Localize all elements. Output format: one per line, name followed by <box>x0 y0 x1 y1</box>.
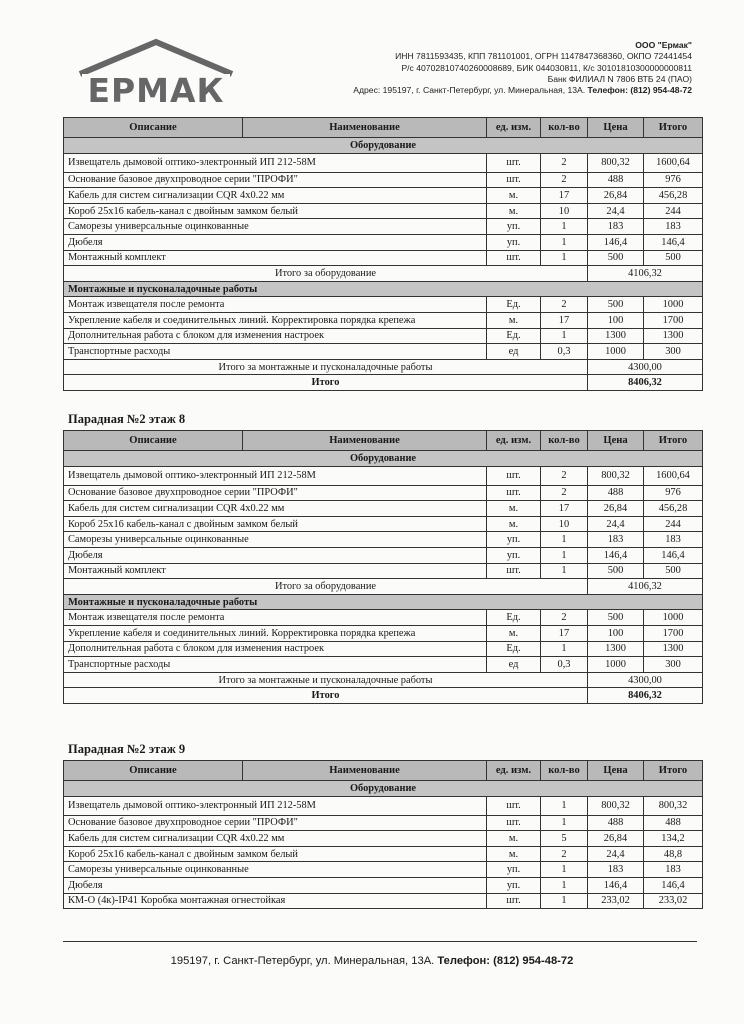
item-price: 800,32 <box>588 153 644 172</box>
table-row <box>64 501 703 517</box>
item-unit: м. <box>487 203 541 219</box>
group-header: Оборудование <box>64 781 703 797</box>
item-price: 146,4 <box>588 877 644 893</box>
item-total: 1700 <box>644 625 703 641</box>
item-price: 100 <box>588 625 644 641</box>
subtotal-value: 4300,00 <box>588 672 703 688</box>
estimate-table-floor-8 <box>63 430 703 704</box>
company-requisites <box>353 40 692 96</box>
item-total: 48,8 <box>644 846 703 862</box>
estimate-table-floor-9 <box>63 760 703 909</box>
estimate-table-1 <box>63 117 703 391</box>
item-qty: 17 <box>541 188 588 204</box>
group-header-row <box>64 594 703 610</box>
item-qty: 1 <box>541 815 588 831</box>
item-qty: 1 <box>541 250 588 266</box>
item-total: 183 <box>644 219 703 235</box>
table-row <box>64 893 703 909</box>
item-unit: м. <box>487 846 541 862</box>
item-total: 300 <box>644 657 703 673</box>
item-total: 146,4 <box>644 877 703 893</box>
item-price: 24,4 <box>588 203 644 219</box>
table-row <box>64 796 703 815</box>
subtotal-label: Итого за монтажные и пусконаладочные работы <box>64 672 588 688</box>
table-row <box>64 516 703 532</box>
block-title-floor-8: Парадная №2 этаж 8 <box>68 412 186 426</box>
table-row <box>64 862 703 878</box>
item-price: 233,02 <box>588 893 644 909</box>
item-name: Основание базовое двухпроводное серии "ПРОФИ" <box>64 485 487 501</box>
item-price: 500 <box>588 250 644 266</box>
item-price: 24,4 <box>588 846 644 862</box>
table-row <box>64 657 703 673</box>
item-unit: шт. <box>487 466 541 485</box>
item-name: Дюбеля <box>64 877 487 893</box>
table-row <box>64 547 703 563</box>
item-qty: 2 <box>541 846 588 862</box>
item-name: Кабель для систем сигнализации CQR 4х0.22 мм <box>64 501 487 517</box>
item-name: Укрепление кабеля и соединительных линий. Корректировка порядка крепежа <box>64 312 487 328</box>
item-price: 146,4 <box>588 547 644 563</box>
item-qty: 0,3 <box>541 344 588 360</box>
item-price: 183 <box>588 862 644 878</box>
table-row <box>64 188 703 204</box>
item-unit: шт. <box>487 796 541 815</box>
item-total: 1300 <box>644 641 703 657</box>
item-name: Дюбеля <box>64 547 487 563</box>
item-name: Монтаж извещателя после ремонта <box>64 297 487 313</box>
group-header: Оборудование <box>64 451 703 467</box>
grand-total-value: 8406,32 <box>588 375 703 391</box>
group-header: Монтажные и пусконаладочные работы <box>64 594 703 610</box>
item-qty: 1 <box>541 219 588 235</box>
item-name: Кабель для систем сигнализации CQR 4х0.22 мм <box>64 188 487 204</box>
table-row <box>64 625 703 641</box>
table-row <box>64 250 703 266</box>
item-qty: 1 <box>541 877 588 893</box>
item-total: 1000 <box>644 610 703 626</box>
item-total: 976 <box>644 485 703 501</box>
item-name: Саморезы универсальные оцинкованные <box>64 532 487 548</box>
item-price: 183 <box>588 219 644 235</box>
item-unit: ед <box>487 344 541 360</box>
item-name: Извещатель дымовой оптико-электронный ИП 212-58М <box>64 466 487 485</box>
item-qty: 1 <box>541 234 588 250</box>
column-header: Описание <box>64 118 243 138</box>
item-total: 300 <box>644 344 703 360</box>
item-unit: шт. <box>487 153 541 172</box>
block-title-floor-9: Парадная №2 этаж 9 <box>68 742 186 756</box>
item-name: Саморезы универсальные оцинкованные <box>64 219 487 235</box>
item-price: 1300 <box>588 641 644 657</box>
item-total: 500 <box>644 250 703 266</box>
column-header: ед. изм. <box>487 431 541 451</box>
company-line-3: Банк ФИЛИАЛ N 7806 ВТБ 24 (ПАО) <box>547 73 692 84</box>
table-row <box>64 532 703 548</box>
item-unit: м. <box>487 516 541 532</box>
table-header-row <box>64 118 703 138</box>
item-price: 1000 <box>588 657 644 673</box>
item-unit: м. <box>487 501 541 517</box>
item-price: 488 <box>588 485 644 501</box>
item-price: 800,32 <box>588 796 644 815</box>
item-total: 1000 <box>644 297 703 313</box>
group-header-row <box>64 781 703 797</box>
table-row <box>64 153 703 172</box>
grand-total-label: Итого <box>64 688 588 704</box>
item-qty: 1 <box>541 563 588 579</box>
logo-roof-icon <box>70 38 242 106</box>
subtotal-row <box>64 266 703 282</box>
item-price: 1300 <box>588 328 644 344</box>
table-row <box>64 219 703 235</box>
item-total: 146,4 <box>644 234 703 250</box>
column-header: Итого <box>644 118 703 138</box>
item-name: Саморезы универсальные оцинкованные <box>64 862 487 878</box>
item-unit: уп. <box>487 234 541 250</box>
grand-total-value: 8406,32 <box>588 688 703 704</box>
item-qty: 1 <box>541 796 588 815</box>
item-total: 976 <box>644 172 703 188</box>
item-total: 456,28 <box>644 501 703 517</box>
table-row <box>64 234 703 250</box>
item-name: Монтажный комплект <box>64 250 487 266</box>
item-qty: 10 <box>541 203 588 219</box>
item-total: 244 <box>644 203 703 219</box>
item-name: Короб 25х16 кабель-канал с двойным замком белый <box>64 203 487 219</box>
item-qty: 2 <box>541 297 588 313</box>
item-qty: 2 <box>541 610 588 626</box>
table-row <box>64 466 703 485</box>
item-name: Укрепление кабеля и соединительных линий. Корректировка порядка крепежа <box>64 625 487 641</box>
column-header: Наименование <box>243 761 487 781</box>
item-unit: уп. <box>487 862 541 878</box>
item-unit: шт. <box>487 250 541 266</box>
item-name: Основание базовое двухпроводное серии "ПРОФИ" <box>64 815 487 831</box>
table-row <box>64 328 703 344</box>
item-price: 800,32 <box>588 466 644 485</box>
item-price: 26,84 <box>588 831 644 847</box>
item-name: Извещатель дымовой оптико-электронный ИП 212-58М <box>64 153 487 172</box>
grand-total-row <box>64 688 703 704</box>
company-line-2: Р/с 40702810740260008689, БИК 044030811, К/с 30101810300000000811 <box>401 62 692 73</box>
page-footer <box>0 955 744 967</box>
item-total: 1300 <box>644 328 703 344</box>
logo-text: ЕРМАК <box>87 71 225 106</box>
column-header: Итого <box>644 761 703 781</box>
subtotal-row <box>64 359 703 375</box>
table-row <box>64 563 703 579</box>
group-header: Монтажные и пусконаладочные работы <box>64 281 703 297</box>
grand-total-row <box>64 375 703 391</box>
column-header: кол-во <box>541 118 588 138</box>
item-name: Дюбеля <box>64 234 487 250</box>
item-name: Монтаж извещателя после ремонта <box>64 610 487 626</box>
item-price: 488 <box>588 815 644 831</box>
subtotal-label: Итого за оборудование <box>64 579 588 595</box>
item-total: 146,4 <box>644 547 703 563</box>
subtotal-label: Итого за оборудование <box>64 266 588 282</box>
item-unit: Ед. <box>487 610 541 626</box>
item-price: 183 <box>588 532 644 548</box>
footer-address: 195197, г. Санкт-Петербург, ул. Минеральная, 13А. <box>170 955 435 967</box>
column-header: ед. изм. <box>487 761 541 781</box>
item-unit: м. <box>487 312 541 328</box>
subtotal-label: Итого за монтажные и пусконаладочные работы <box>64 359 588 375</box>
item-total: 1700 <box>644 312 703 328</box>
item-qty: 10 <box>541 516 588 532</box>
item-qty: 5 <box>541 831 588 847</box>
footer-phone: Телефон: (812) 954-48-72 <box>437 955 574 967</box>
item-total: 183 <box>644 862 703 878</box>
item-name: Короб 25х16 кабель-канал с двойным замком белый <box>64 516 487 532</box>
company-address: Адрес: 195197, г. Санкт-Петербург, ул. Минеральная, 13А. <box>353 85 586 96</box>
item-qty: 17 <box>541 625 588 641</box>
item-qty: 2 <box>541 485 588 501</box>
company-line-1: ИНН 7811593435, КПП 781101001, ОГРН 1147847368360, ОКПО 72441454 <box>395 51 692 62</box>
item-total: 500 <box>644 563 703 579</box>
item-unit: м. <box>487 188 541 204</box>
item-unit: м. <box>487 625 541 641</box>
item-price: 500 <box>588 563 644 579</box>
table-header-row <box>64 431 703 451</box>
item-unit: ед <box>487 657 541 673</box>
item-unit: уп. <box>487 532 541 548</box>
table-row <box>64 641 703 657</box>
item-unit: м. <box>487 831 541 847</box>
subtotal-value: 4106,32 <box>588 579 703 595</box>
item-unit: шт. <box>487 563 541 579</box>
subtotal-value: 4106,32 <box>588 266 703 282</box>
table-row <box>64 610 703 626</box>
company-phone: Телефон: (812) 954-48-72 <box>587 85 692 96</box>
item-qty: 1 <box>541 893 588 909</box>
item-qty: 2 <box>541 466 588 485</box>
column-header: Цена <box>588 431 644 451</box>
table-row <box>64 297 703 313</box>
column-header: Цена <box>588 118 644 138</box>
table-row <box>64 877 703 893</box>
subtotal-row <box>64 672 703 688</box>
item-name: Дополнительная работа с блоком для изменения настроек <box>64 328 487 344</box>
grand-total-label: Итого <box>64 375 588 391</box>
company-name: ООО "Ермак" <box>635 40 692 50</box>
table-row <box>64 344 703 360</box>
item-price: 146,4 <box>588 234 644 250</box>
item-qty: 2 <box>541 153 588 172</box>
item-price: 100 <box>588 312 644 328</box>
item-name: КМ-О (4к)-IP41 Коробка монтажная огнестойкая <box>64 893 487 909</box>
item-name: Основание базовое двухпроводное серии "ПРОФИ" <box>64 172 487 188</box>
item-unit: шт. <box>487 172 541 188</box>
item-name: Монтажный комплект <box>64 563 487 579</box>
column-header: Итого <box>644 431 703 451</box>
item-total: 1600,64 <box>644 153 703 172</box>
item-qty: 17 <box>541 501 588 517</box>
item-unit: шт. <box>487 893 541 909</box>
item-total: 488 <box>644 815 703 831</box>
column-header: Наименование <box>243 118 487 138</box>
column-header: Цена <box>588 761 644 781</box>
item-unit: Ед. <box>487 641 541 657</box>
table-row <box>64 203 703 219</box>
item-name: Короб 25х16 кабель-канал с двойным замком белый <box>64 846 487 862</box>
item-name: Транспортные расходы <box>64 657 487 673</box>
company-logo <box>70 38 242 106</box>
group-header-row <box>64 138 703 154</box>
item-price: 24,4 <box>588 516 644 532</box>
item-unit: шт. <box>487 815 541 831</box>
column-header: ед. изм. <box>487 118 541 138</box>
item-total: 1600,64 <box>644 466 703 485</box>
item-name: Транспортные расходы <box>64 344 487 360</box>
group-header-row <box>64 281 703 297</box>
subtotal-value: 4300,00 <box>588 359 703 375</box>
footer-divider <box>63 941 697 942</box>
table-header-row <box>64 761 703 781</box>
item-price: 26,84 <box>588 188 644 204</box>
table-row <box>64 312 703 328</box>
item-price: 500 <box>588 610 644 626</box>
item-qty: 1 <box>541 641 588 657</box>
table-row <box>64 815 703 831</box>
item-name: Дополнительная работа с блоком для изменения настроек <box>64 641 487 657</box>
item-qty: 0,3 <box>541 657 588 673</box>
item-unit: уп. <box>487 877 541 893</box>
item-name: Извещатель дымовой оптико-электронный ИП 212-58М <box>64 796 487 815</box>
column-header: Описание <box>64 431 243 451</box>
column-header: Наименование <box>243 431 487 451</box>
item-total: 183 <box>644 532 703 548</box>
subtotal-row <box>64 579 703 595</box>
item-qty: 17 <box>541 312 588 328</box>
item-total: 134,2 <box>644 831 703 847</box>
group-header: Оборудование <box>64 138 703 154</box>
item-qty: 1 <box>541 328 588 344</box>
item-total: 233,02 <box>644 893 703 909</box>
column-header: кол-во <box>541 431 588 451</box>
group-header-row <box>64 451 703 467</box>
item-unit: уп. <box>487 219 541 235</box>
item-qty: 2 <box>541 172 588 188</box>
item-total: 456,28 <box>644 188 703 204</box>
item-unit: Ед. <box>487 328 541 344</box>
item-qty: 1 <box>541 532 588 548</box>
item-unit: уп. <box>487 547 541 563</box>
table-row <box>64 831 703 847</box>
item-name: Кабель для систем сигнализации CQR 4х0.22 мм <box>64 831 487 847</box>
company-address-line <box>353 85 692 96</box>
item-unit: шт. <box>487 485 541 501</box>
item-qty: 1 <box>541 547 588 563</box>
item-total: 244 <box>644 516 703 532</box>
table-row <box>64 172 703 188</box>
table-row <box>64 485 703 501</box>
item-unit: Ед. <box>487 297 541 313</box>
item-price: 500 <box>588 297 644 313</box>
column-header: Описание <box>64 761 243 781</box>
item-price: 488 <box>588 172 644 188</box>
table-row <box>64 846 703 862</box>
item-total: 800,32 <box>644 796 703 815</box>
column-header: кол-во <box>541 761 588 781</box>
item-price: 26,84 <box>588 501 644 517</box>
item-price: 1000 <box>588 344 644 360</box>
item-qty: 1 <box>541 862 588 878</box>
